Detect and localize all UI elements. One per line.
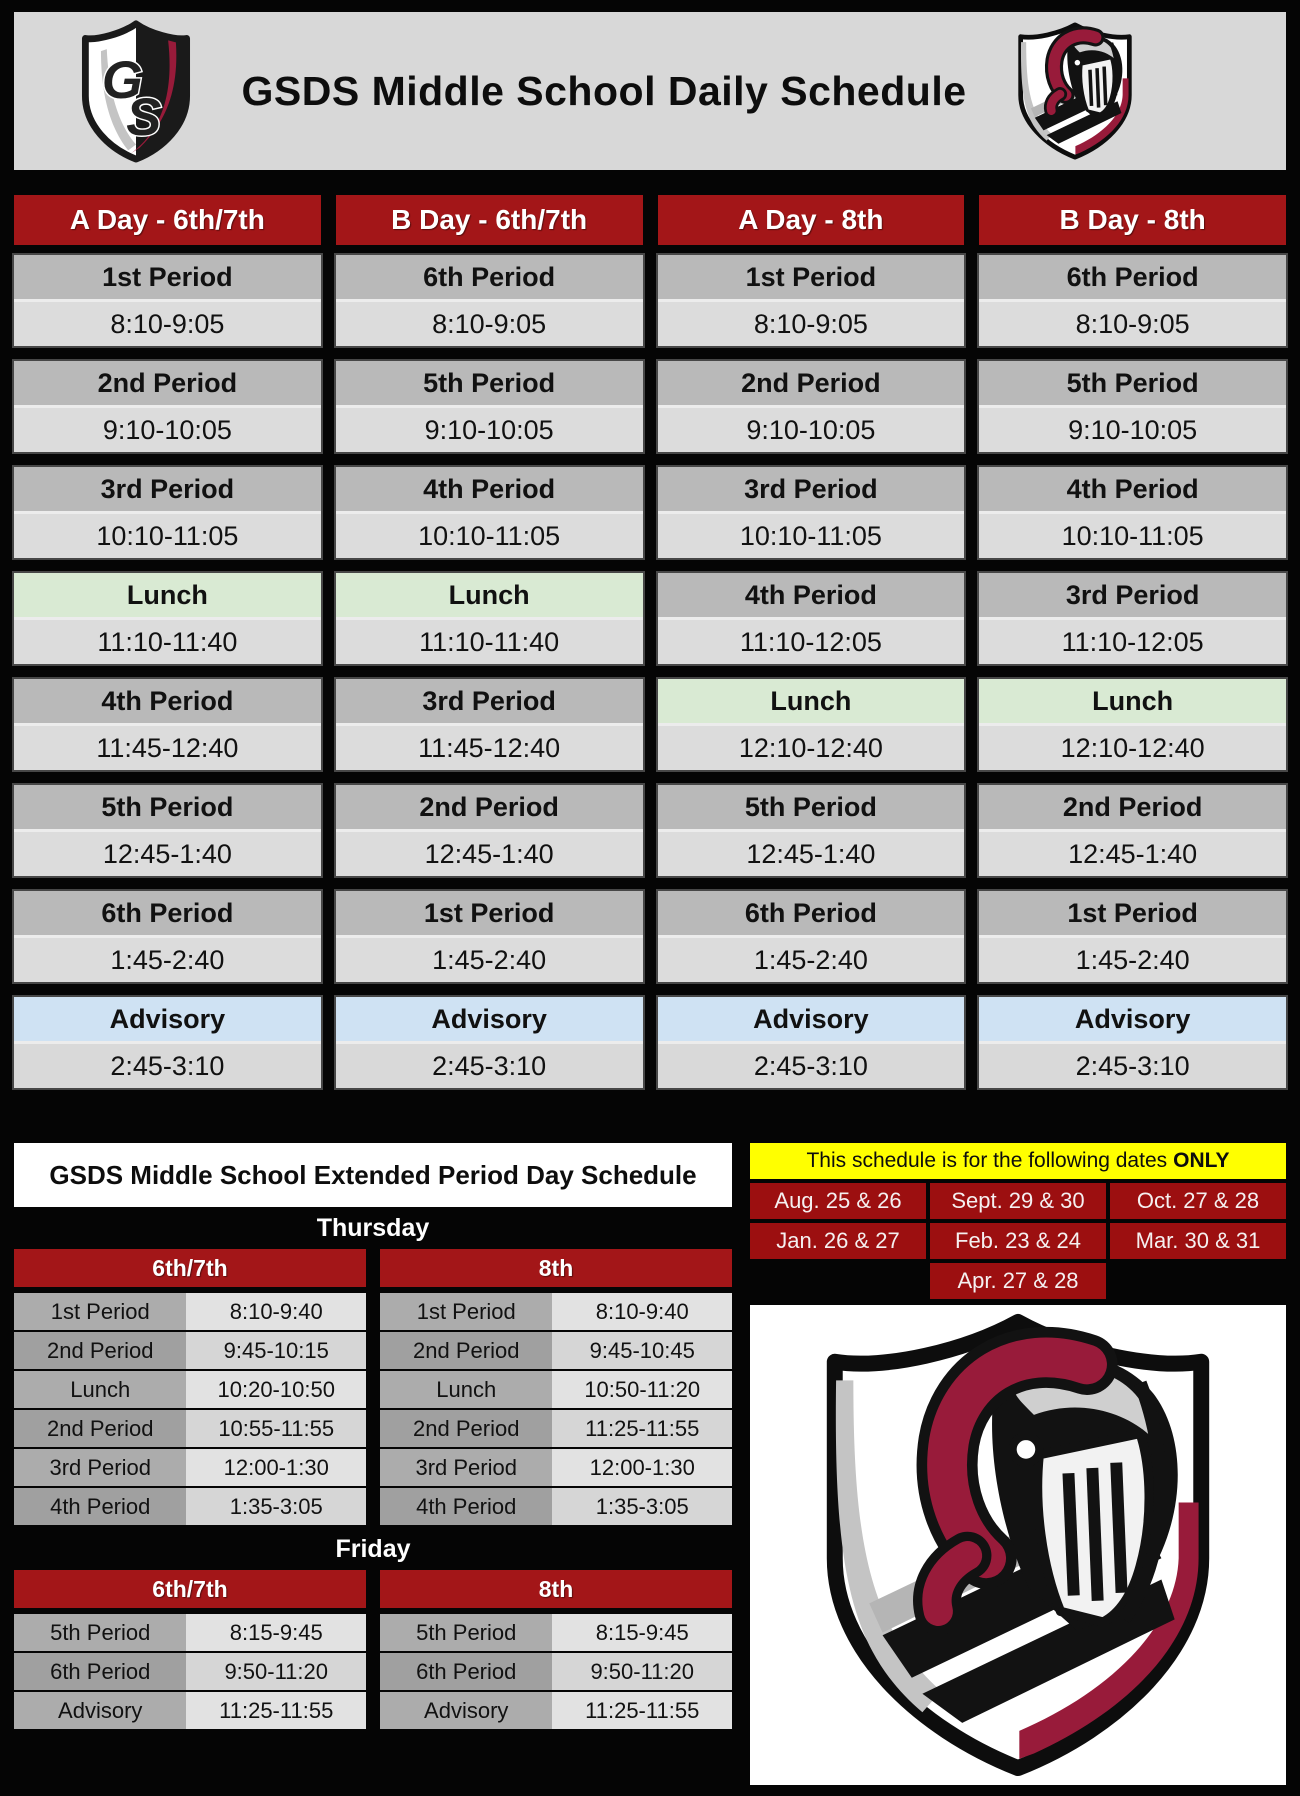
- period-name: 4th Period: [380, 1488, 552, 1525]
- dates-banner: [750, 1143, 1286, 1179]
- period-time: 11:10-12:05: [979, 620, 1286, 664]
- period-time: 11:25-11:55: [552, 1410, 732, 1447]
- schedule-block: [979, 361, 1286, 452]
- schedule-block: [336, 785, 643, 876]
- period-name: 5th Period: [658, 785, 965, 832]
- period-name: 4th Period: [658, 573, 965, 620]
- schedule-block: [658, 467, 965, 558]
- column-header: A Day - 8th: [658, 195, 965, 245]
- period-time: 12:10-12:40: [979, 726, 1286, 770]
- period-time: 1:35-3:05: [552, 1488, 732, 1525]
- period-time: 11:10-11:40: [336, 620, 643, 664]
- schedule-block: [658, 785, 965, 876]
- thursday-headers: [14, 1249, 732, 1527]
- period-name: 6th Period: [14, 1653, 186, 1690]
- period-name: 1st Period: [14, 255, 321, 302]
- knight-mascot-icon: [803, 1306, 1233, 1784]
- column-a-day-6-7: [14, 195, 321, 1103]
- table-row: [14, 1332, 366, 1369]
- period-name: Advisory: [336, 997, 643, 1044]
- period-name: 3rd Period: [14, 1449, 186, 1486]
- table-row: [380, 1488, 732, 1525]
- period-name: 4th Period: [14, 1488, 186, 1525]
- period-time: 10:20-10:50: [186, 1371, 366, 1408]
- schedule-block: [14, 785, 321, 876]
- schedule-block: [979, 891, 1286, 982]
- period-time: 12:45-1:40: [658, 832, 965, 876]
- period-name: 5th Period: [336, 361, 643, 408]
- period-name: 1st Period: [380, 1293, 552, 1330]
- period-time: 9:10-10:05: [658, 408, 965, 452]
- period-name: Lunch: [380, 1371, 552, 1408]
- period-name: 2nd Period: [336, 785, 643, 832]
- period-time: 9:45-10:45: [552, 1332, 732, 1369]
- period-name: 3rd Period: [336, 679, 643, 726]
- period-time: 12:45-1:40: [336, 832, 643, 876]
- period-time: 11:45-12:40: [336, 726, 643, 770]
- period-time: 10:10-11:05: [979, 514, 1286, 558]
- period-time: 2:45-3:10: [979, 1044, 1286, 1088]
- friday-headers: [14, 1570, 732, 1731]
- period-time: 1:35-3:05: [186, 1488, 366, 1525]
- table-row: [14, 1293, 366, 1330]
- schedule-block: [658, 255, 965, 346]
- table-row: [380, 1449, 732, 1486]
- date-cell: Sept. 29 & 30: [930, 1183, 1106, 1219]
- period-name: 1st Period: [979, 891, 1286, 938]
- period-time: 8:10-9:05: [336, 302, 643, 346]
- thursday-table-6-7: [14, 1293, 366, 1525]
- period-time: 2:45-3:10: [14, 1044, 321, 1088]
- period-time: 8:15-9:45: [552, 1614, 732, 1651]
- schedule-block: [336, 891, 643, 982]
- period-name: 2nd Period: [14, 361, 321, 408]
- period-time: 12:45-1:40: [14, 832, 321, 876]
- period-name: Advisory: [380, 1692, 552, 1729]
- table-row: [380, 1692, 732, 1729]
- period-name: 3rd Period: [658, 467, 965, 514]
- period-name: Lunch: [979, 679, 1286, 726]
- period-name: 6th Period: [336, 255, 643, 302]
- table-row: [14, 1449, 366, 1486]
- period-name: 2nd Period: [14, 1332, 186, 1369]
- lunch-block: [14, 573, 321, 664]
- period-time: 10:50-11:20: [552, 1371, 732, 1408]
- advisory-block: [979, 997, 1286, 1088]
- period-time: 11:25-11:55: [552, 1692, 732, 1729]
- grade-header-8: 8th: [380, 1570, 732, 1608]
- advisory-block: [14, 997, 321, 1088]
- table-row: [14, 1614, 366, 1651]
- period-name: 5th Period: [14, 1614, 186, 1651]
- period-name: 6th Period: [380, 1653, 552, 1690]
- thursday-label: Thursday: [316, 1214, 430, 1242]
- period-name: 2nd Period: [380, 1332, 552, 1369]
- daily-schedule-grid: [14, 195, 1286, 1103]
- period-time: 11:25-11:55: [186, 1692, 366, 1729]
- period-time: 9:50-11:20: [186, 1653, 366, 1690]
- period-name: 4th Period: [336, 467, 643, 514]
- lunch-block: [658, 679, 965, 770]
- period-time: 8:10-9:05: [658, 302, 965, 346]
- period-time: 1:45-2:40: [658, 938, 965, 982]
- period-name: Advisory: [658, 997, 965, 1044]
- gs-shield-logo-icon: [76, 18, 196, 164]
- page-title: GSDS Middle School Daily Schedule: [241, 67, 967, 114]
- period-name: 3rd Period: [14, 467, 321, 514]
- date-cell: Aug. 25 & 26: [750, 1183, 926, 1219]
- period-time: 11:45-12:40: [14, 726, 321, 770]
- advisory-block: [658, 997, 965, 1088]
- schedule-block: [658, 573, 965, 664]
- period-time: 9:10-10:05: [336, 408, 643, 452]
- period-time: 12:00-1:30: [186, 1449, 366, 1486]
- grade-header-6-7: 6th/7th: [14, 1249, 366, 1287]
- period-name: Advisory: [14, 1692, 186, 1729]
- schedule-block: [336, 255, 643, 346]
- extended-schedule-panel: [14, 1143, 732, 1785]
- dates-banner-only: ONLY: [1173, 1149, 1230, 1172]
- period-time: 11:10-12:05: [658, 620, 965, 664]
- table-row: [380, 1653, 732, 1690]
- period-name: 6th Period: [14, 891, 321, 938]
- period-name: Lunch: [336, 573, 643, 620]
- schedule-block: [336, 361, 643, 452]
- schedule-block: [14, 467, 321, 558]
- table-row: [380, 1371, 732, 1408]
- friday-table-6-7: [14, 1614, 366, 1729]
- period-time: 8:10-9:40: [552, 1293, 732, 1330]
- page-header: [14, 12, 1286, 170]
- period-time: 9:10-10:05: [979, 408, 1286, 452]
- period-name: 5th Period: [380, 1614, 552, 1651]
- advisory-block: [336, 997, 643, 1088]
- period-time: 1:45-2:40: [336, 938, 643, 982]
- schedule-block: [14, 255, 321, 346]
- period-name: Lunch: [14, 573, 321, 620]
- period-time: 8:10-9:40: [186, 1293, 366, 1330]
- period-time: 9:10-10:05: [14, 408, 321, 452]
- column-b-day-8: [979, 195, 1286, 1103]
- schedule-block: [979, 467, 1286, 558]
- table-row: [380, 1332, 732, 1369]
- schedule-block: [658, 361, 965, 452]
- period-time: 8:10-9:05: [14, 302, 321, 346]
- table-row: [380, 1293, 732, 1330]
- period-name: 1st Period: [336, 891, 643, 938]
- date-cell: Feb. 23 & 24: [930, 1223, 1106, 1259]
- dates-grid: [750, 1183, 1286, 1299]
- table-row: [14, 1410, 366, 1447]
- grade-header-8: 8th: [380, 1249, 732, 1287]
- period-time: 10:10-11:05: [336, 514, 643, 558]
- thursday-table-8: [380, 1293, 732, 1525]
- table-row: [14, 1692, 366, 1729]
- period-time: 9:45-10:15: [186, 1332, 366, 1369]
- period-name: Lunch: [658, 679, 965, 726]
- column-header: B Day - 8th: [979, 195, 1286, 245]
- period-name: 6th Period: [658, 891, 965, 938]
- period-time: 8:10-9:05: [979, 302, 1286, 346]
- extended-schedule-title: GSDS Middle School Extended Period Day Schedule: [14, 1143, 732, 1207]
- period-name: 2nd Period: [658, 361, 965, 408]
- period-time: 10:10-11:05: [658, 514, 965, 558]
- period-name: 4th Period: [14, 679, 321, 726]
- table-row: [380, 1410, 732, 1447]
- period-time: 1:45-2:40: [14, 938, 321, 982]
- period-name: 6th Period: [979, 255, 1286, 302]
- column-a-day-8: [658, 195, 965, 1103]
- friday-label: Friday: [335, 1535, 411, 1563]
- period-time: 2:45-3:10: [336, 1044, 643, 1088]
- date-cell: Jan. 26 & 27: [750, 1223, 926, 1259]
- table-row: [14, 1488, 366, 1525]
- dates-banner-text: This schedule is for the following dates: [806, 1149, 1168, 1172]
- period-time: 12:45-1:40: [979, 832, 1286, 876]
- period-time: 12:00-1:30: [552, 1449, 732, 1486]
- table-row: [14, 1371, 366, 1408]
- period-name: 3rd Period: [979, 573, 1286, 620]
- schedule-block: [658, 891, 965, 982]
- period-time: 9:50-11:20: [552, 1653, 732, 1690]
- schedule-block: [14, 891, 321, 982]
- schedule-block: [979, 573, 1286, 664]
- period-name: 1st Period: [14, 1293, 186, 1330]
- schedule-block: [979, 255, 1286, 346]
- friday-table-8: [380, 1614, 732, 1729]
- period-name: 3rd Period: [380, 1449, 552, 1486]
- period-name: 5th Period: [14, 785, 321, 832]
- bottom-section: [14, 1143, 1286, 1785]
- period-name: Advisory: [979, 997, 1286, 1044]
- column-header: B Day - 6th/7th: [336, 195, 643, 245]
- column-b-day-6-7: [336, 195, 643, 1103]
- period-time: 12:10-12:40: [658, 726, 965, 770]
- schedule-block: [14, 361, 321, 452]
- schedule-block: [979, 785, 1286, 876]
- column-header: A Day - 6th/7th: [14, 195, 321, 245]
- period-time: 8:15-9:45: [186, 1614, 366, 1651]
- period-name: 1st Period: [658, 255, 965, 302]
- schedule-block: [14, 679, 321, 770]
- period-name: 2nd Period: [380, 1410, 552, 1447]
- date-cell: Apr. 27 & 28: [930, 1263, 1106, 1299]
- period-name: Advisory: [14, 997, 321, 1044]
- table-row: [14, 1653, 366, 1690]
- period-time: 10:55-11:55: [186, 1410, 366, 1447]
- period-name: Lunch: [14, 1371, 186, 1408]
- lunch-block: [979, 679, 1286, 770]
- date-cell: Mar. 30 & 31: [1110, 1223, 1286, 1259]
- lunch-block: [336, 573, 643, 664]
- grade-header-6-7: 6th/7th: [14, 1570, 366, 1608]
- date-cell: Oct. 27 & 28: [1110, 1183, 1286, 1219]
- knight-mascot-icon: [1012, 20, 1138, 162]
- period-time: 10:10-11:05: [14, 514, 321, 558]
- schedule-block: [336, 679, 643, 770]
- schedule-block: [336, 467, 643, 558]
- friday-section: [14, 1535, 732, 1731]
- table-row: [380, 1614, 732, 1651]
- period-name: 5th Period: [979, 361, 1286, 408]
- period-name: 2nd Period: [14, 1410, 186, 1447]
- period-name: 2nd Period: [979, 785, 1286, 832]
- period-time: 11:10-11:40: [14, 620, 321, 664]
- period-name: 4th Period: [979, 467, 1286, 514]
- period-time: 1:45-2:40: [979, 938, 1286, 982]
- dates-panel: [750, 1143, 1286, 1785]
- knight-logo-box: [750, 1305, 1286, 1785]
- period-time: 2:45-3:10: [658, 1044, 965, 1088]
